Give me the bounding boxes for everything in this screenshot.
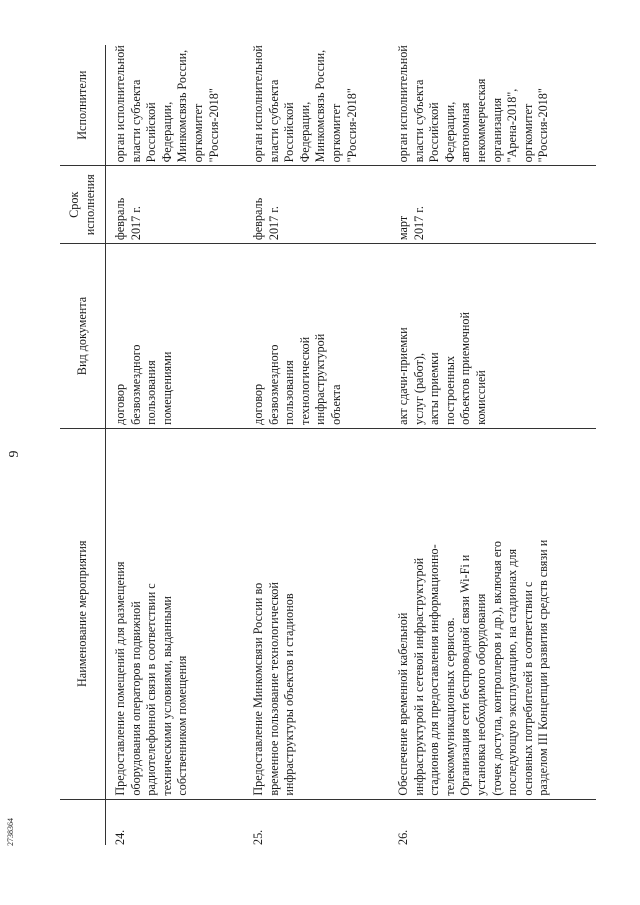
executors: орган исполнительной власти субъекта Российской Федерации, автономная некоммерческая организация "Арена-2018", оргкомитет "Россия-2018" <box>389 45 596 166</box>
document-code: 2738364 <box>6 818 15 846</box>
event-name: Предоставление Минкомсвязи России во временное пользование технологической инфраструктуры объектов и стадионов <box>244 428 389 799</box>
table-row <box>106 45 245 845</box>
event-name: Предоставление помещений для размещения оборудования операторов подвижной радиотелефонной связи в соответствии с техническими условиями, выданными собственником помещения <box>106 428 245 799</box>
header-deadline: Срок исполнения <box>60 166 106 244</box>
table-row <box>389 45 596 845</box>
header-executors: Исполнители <box>60 45 106 166</box>
header-number <box>60 799 106 845</box>
event-name: Обеспечение временной кабельной инфраструктурой и сетевой инфраструктурой стадионов для предоставления информационно- телекоммуникационных сервисов. Организация сети беспроводной связи Wi-Fi и установка необходимого оборудования (точек доступа, контроллеров и др.), включая его последующую эксплуатацию, на стадионах для основных потребителей в соответствии с разделом III Концепции развития средств связи и <box>389 428 596 799</box>
row-number: 24. <box>113 829 127 845</box>
executors: орган исполнительной власти субъекта Российской Федерации, Минкомсвязь России, оргкомитет "Россия-2018" <box>106 45 245 166</box>
document-type: акт сдачи-приемки услуг (работ), акты приемки построенных объектов приемочной комиссией <box>389 244 596 429</box>
document-type: договор безвозмездного пользования помещениями <box>106 244 245 429</box>
table-header-row <box>60 45 106 845</box>
deadline: март 2017 г. <box>389 166 596 244</box>
row-number: 26. <box>396 829 410 845</box>
deadline: февраль 2017 г. <box>106 166 245 244</box>
document-type: договор безвозмездного пользования технологической инфраструктурой объекта <box>244 244 389 429</box>
events-table <box>60 45 596 845</box>
table-row <box>244 45 389 845</box>
header-document-type: Вид документа <box>60 244 106 429</box>
page-number: 9 <box>7 450 22 458</box>
deadline: февраль 2017 г. <box>244 166 389 244</box>
row-number: 25. <box>251 829 265 845</box>
rotated-table-container <box>60 45 580 845</box>
header-event-name: Наименование мероприятия <box>60 428 106 799</box>
executors: орган исполнительной власти субъекта Российской Федерации, Минкомсвязь России, оргкомитет "Россия-2018" <box>244 45 389 166</box>
